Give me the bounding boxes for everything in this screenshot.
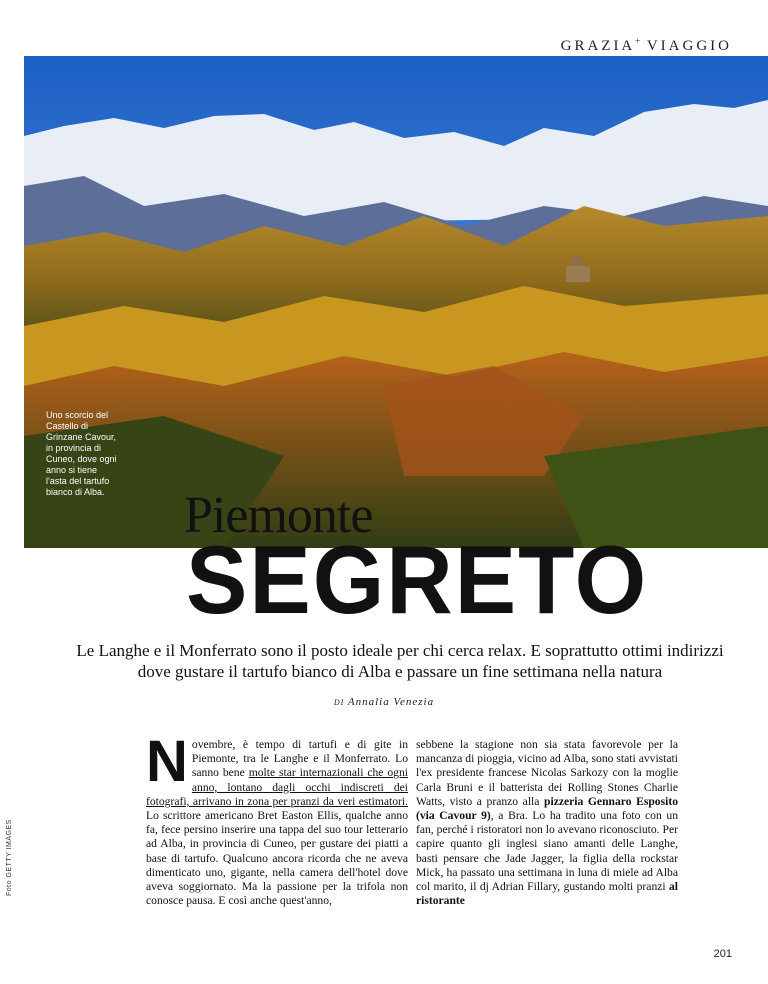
standfirst: Le Langhe e il Monferrato sono il posto ideale per chi cerca relax. E soprattutto ottimi indirizzi dove gustare il tartufo bianco di Alba e passare un fine settimana nella natura: [76, 641, 724, 681]
body-text: sebbene la stagione non sia stata favorevole per la mancanza di pioggia, vicino ad Alba, sono stati avvistati l'ex presidente francese Nicolas Sarkozy con la moglie Carla Bruni e il batterista dei Rolling Stones Charlie Watts, visto a pranzo alla: [416, 738, 678, 808]
landscape-photo: [24, 56, 768, 548]
body-column-1: [146, 729, 408, 908]
body-column-2: [416, 738, 678, 908]
byline-prefix: DI: [333, 698, 345, 707]
brand-mark: +: [635, 36, 641, 46]
byline-author: Annalia Venezia: [347, 696, 435, 708]
drop-cap: N: [146, 729, 188, 794]
photo-credit: Foto GETTY IMAGES: [6, 819, 13, 896]
byline: [0, 696, 768, 708]
body-text-underlined: molte star internazionali che ogni anno, lontano dagli occhi indiscreti dei fotografi, arrivano in zona per pranzi da veri estimatori.: [146, 766, 408, 808]
body-text-bold: pizzeria Gennaro Esposito (via Cavour 9): [416, 794, 678, 823]
brand-name: GRAZIA: [560, 38, 636, 54]
body-text-bold: al ristorante: [416, 880, 678, 908]
photo-caption: Uno scorcio del Castello di Grinzane Cavour, in provincia di Cuneo, dove ogni anno si tiene l'asta del tartufo bianco di Alba.: [46, 410, 117, 497]
body-text: , a Bra. Lo ha tradito una foto con un fan, perché i ristoratori non lo avevano riconosciuto. Per capire quanto gli inglesi siano amanti delle Langhe, basti pensare che Jade Jagger, la figlia della rockstar Mick, ha passato una settimana in luna di miele ad Alba col marito, il dj Adrian Fillary, gustando molti pranzi: [416, 809, 679, 894]
page-number: 201: [713, 948, 732, 960]
landscape-illustration: [24, 56, 768, 548]
section-name: VIAGGIO: [646, 38, 732, 54]
title-main: SEGRETO: [186, 526, 649, 634]
magazine-header: [561, 36, 732, 55]
body-text: ovembre, è tempo di tartufi e di gite in Piemonte, tra le Langhe e il Monferrato. Lo sanno bene: [191, 738, 408, 780]
title-script: Piemonte: [184, 487, 373, 544]
body-text: Lo scrittore americano Bret Easton Ellis, qualche anno fa, fece persino inserire una tappa del suo tour letterario ad Alba, in provincia di Cuneo, per gustare dei piatti a base di tartufo. Qualcuno ancora ricorda che ne aveva dimenticato uno, gigante, nella camera dell'hotel dove aveva soggiornato. Ma la passione per la trifola non conosce pausa. E così anche quest'anno,: [146, 809, 408, 908]
